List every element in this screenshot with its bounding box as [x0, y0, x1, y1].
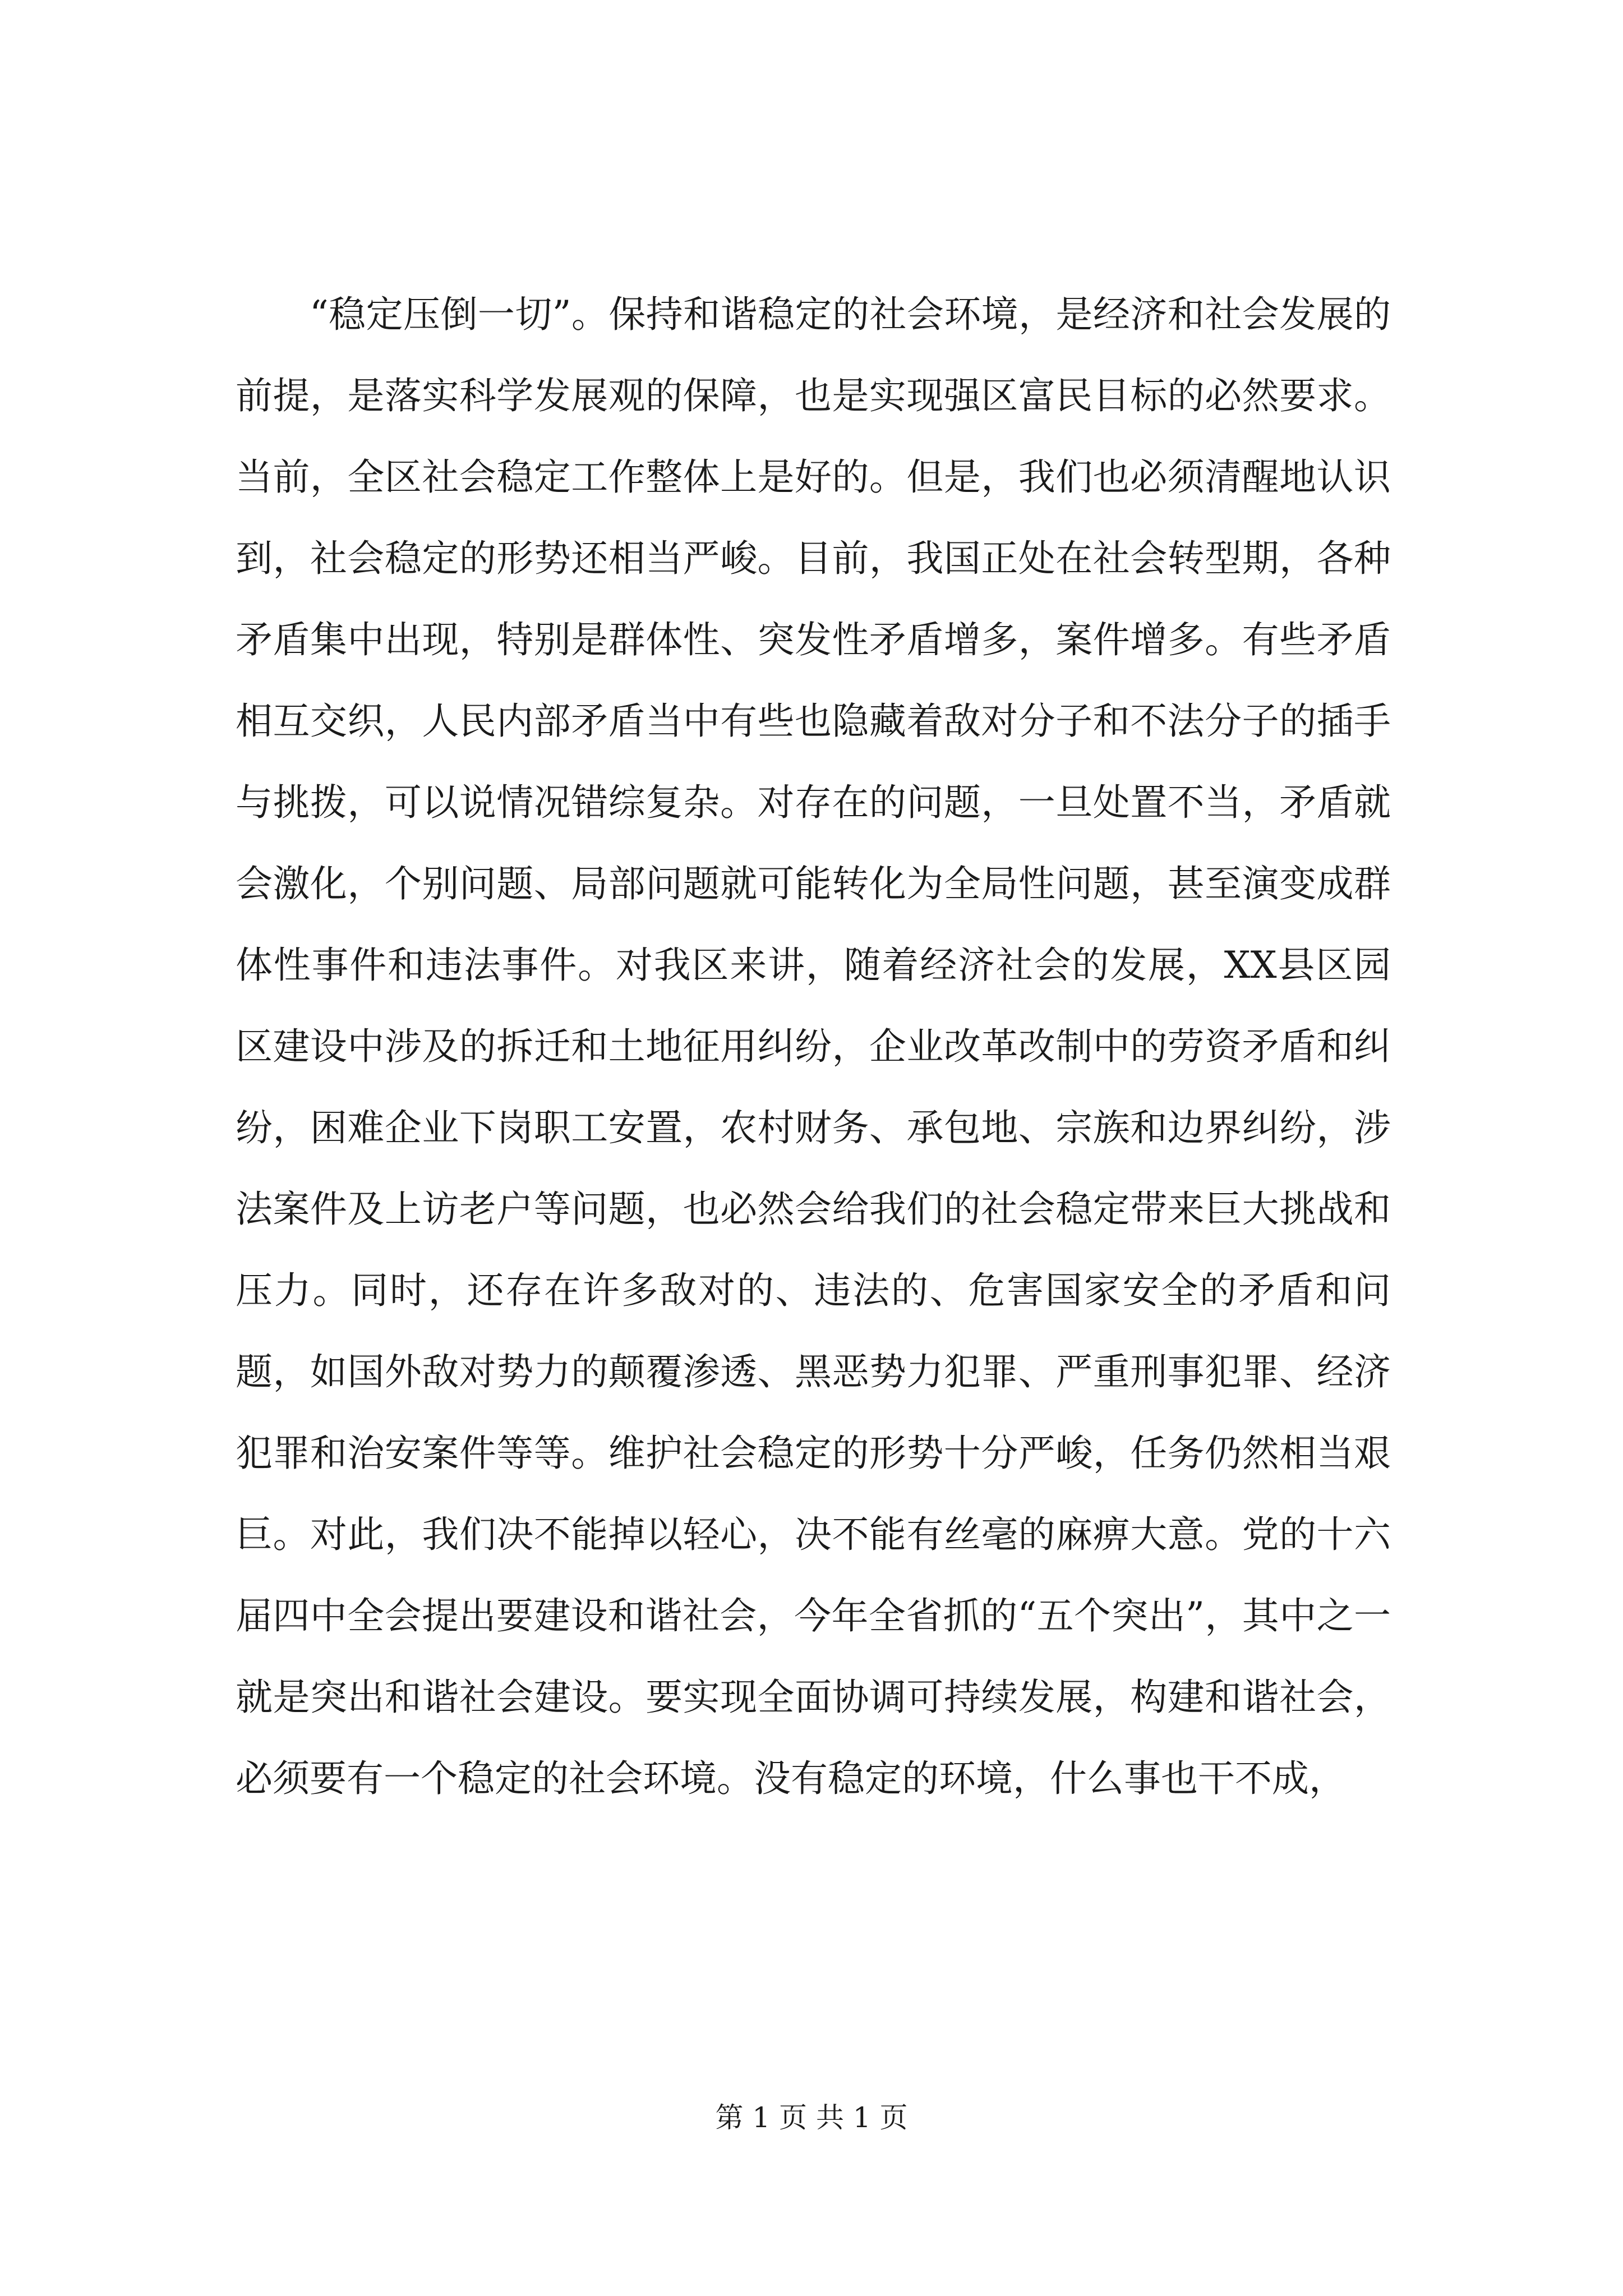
body-paragraph: “稳定压倒一切”。保持和谐稳定的社会环境，是经济和社会发展的前提，是落实科学发展观的保障，也是实现强区富民目标的必然要求。当前，全区社会稳定工作整体上是好的。但是，我们也必须清醒地认识到，社会稳定的形势还相当严峻。目前，我国正处在社会转型期，各种矛盾集中出现，特别是群体性、突发性矛盾增多，案件增多。有些矛盾相互交织，人民内部矛盾当中有些也隐藏着敌对分子和不法分子的插手与挑拨，可以说情况错综复杂。对存在的问题，一旦处置不当，矛盾就会激化，个别问题、局部问题就可能转化为全局性问题，甚至演变成群体性事件和违法事件。对我区来讲，随着经济社会的发展，XX县区园区建设中涉及的拆迁和土地征用纠纷，企业改革改制中的劳资矛盾和纠纷，困难企业下岗职工安置，农村财务、承包地、宗族和边界纠纷，涉法案件及上访老户等问题，也必然会给我们的社会稳定带来巨大挑战和压力。同时，还存在许多敌对的、违法的、危害国家安全的矛盾和问题，如国外敌对势力的颠覆渗透、黑恶势力犯罪、严重刑事犯罪、经济犯罪和治安案件等等。维护社会稳定的形势十分严峻，任务仍然相当艰巨。对此，我们决不能掉以轻心，决不能有丝毫的麻痹大意。党的十六届四中全会提出要建设和谐社会，今年全省抓的“五个突出”，其中之一就是突出和谐社会建设。要实现全面协调可持续发展，构建和谐社会，必须要有一个稳定的社会环境。没有稳定的环境，什么事也干不成， — [236, 293, 1391, 1800]
page-number-footer: 第 1 页 共 1 页 — [715, 2101, 908, 2134]
